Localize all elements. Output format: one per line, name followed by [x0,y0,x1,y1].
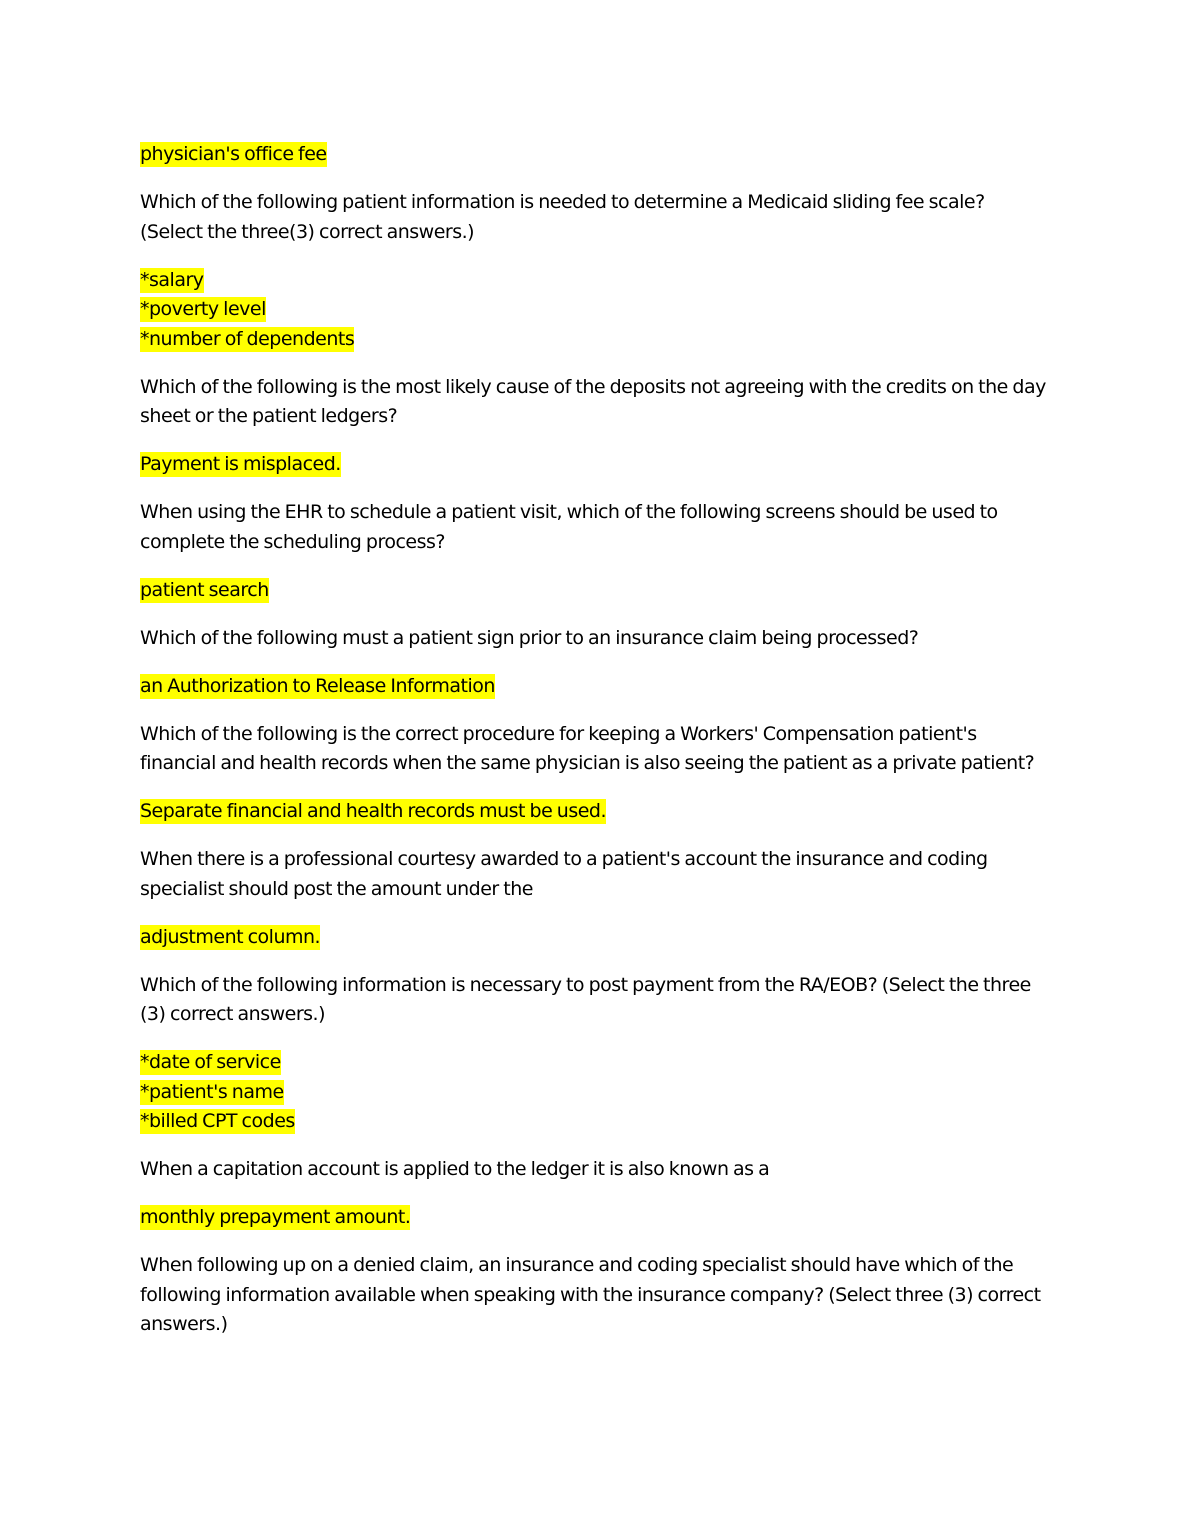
answer-text: *billed CPT codes [140,1110,295,1132]
answer-block [140,797,1050,827]
question-text: When following up on a denied claim, an insurance and coding specialist should have which of the following information available when speaking with the insurance company? (Select three (3) correct answers.) [140,1254,1041,1335]
answer-block [140,672,1050,702]
answer-block [140,1203,1050,1233]
question-text: Which of the following is the most likely cause of the deposits not agreeing with the credits on the day sheet or the patient ledgers? [140,375,1046,427]
answer-text: Payment is misplaced. [140,453,341,475]
question-text: Which of the following information is necessary to post payment from the RA/EOB? (Select the three (3) correct answers.) [140,973,1031,1025]
answer-text: *salary [140,268,204,291]
question-text: When there is a professional courtesy awarded to a patient's account the insurance and coding specialist should post the amount under the [140,848,988,900]
answer-text: *date of service [140,1051,281,1073]
question-text: Which of the following patient information is needed to determine a Medicaid sliding fee scale? (Select the three(3) correct answers.) [140,191,985,243]
answer-block [140,266,1050,355]
answer-block [140,450,1050,480]
answer-block [140,576,1050,606]
answer-text: *number of dependents [140,327,355,350]
answer-text: *patient's name [140,1080,284,1103]
answer-block [140,140,1050,170]
answer-text: patient search [140,578,269,601]
answer-text: adjustment column. [140,925,321,948]
question-text: When a capitation account is applied to the ledger it is also known as a [140,1158,770,1180]
answer-text: *poverty level [140,298,266,320]
answer-text: physician's office fee [140,143,327,165]
question-text: Which of the following is the correct procedure for keeping a Workers' Compensation patient's financial and health records when the same physician is also seeing the patient as a private patient? [140,722,1035,774]
question-text: When using the EHR to schedule a patient visit, which of the following screens should be used to complete the scheduling process? [140,501,998,553]
answer-text: Separate financial and health records must be used. [140,800,607,822]
answer-block [140,1048,1050,1137]
answer-block [140,923,1050,953]
answer-text: monthly prepayment amount. [140,1206,411,1228]
answer-text: an Authorization to Release Information [140,674,495,697]
question-text: Which of the following must a patient sign prior to an insurance claim being processed? [140,626,919,649]
